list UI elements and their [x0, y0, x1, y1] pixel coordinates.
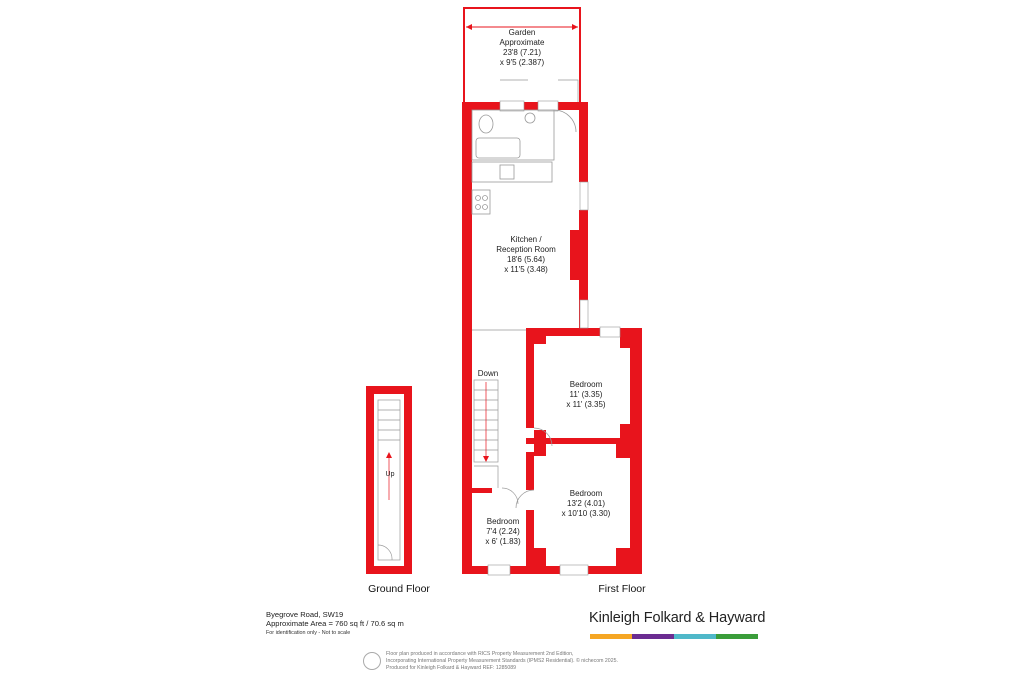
brand-color-bar [590, 634, 758, 639]
footer-line2: Incorporating International Property Measurement Standards (IPMS2 Residential). © nichecom 2025. [386, 658, 618, 664]
bedroom1-label [566, 380, 606, 409]
brand-name: Kinleigh Folkard & Hayward [589, 610, 766, 626]
stairs-down-label: Down [477, 369, 499, 378]
first-floor-stairs [474, 380, 498, 488]
property-info [266, 610, 404, 638]
ground-floor-stairs [378, 400, 400, 560]
kitchen-name: Kitchen / [510, 235, 542, 244]
kitchen-dim2: x 11'5 (3.48) [504, 265, 548, 274]
bedroom1-dim2: x 11' (3.35) [566, 400, 606, 409]
disclaimer: For identification only - Not to scale [266, 629, 351, 636]
bedroom1-dim1: 11' (3.35) [569, 390, 603, 399]
rics-logo-icon [363, 652, 381, 670]
kitchen-dim1: 18'6 (5.64) [507, 255, 545, 264]
first-floor-label: First Floor [598, 583, 646, 595]
bedroom2-label [562, 489, 611, 518]
brand-bar-purple [632, 634, 674, 639]
bedroom2-dim2: x 10'10 (3.30) [561, 509, 611, 518]
bedroom2-name: Bedroom [569, 489, 603, 498]
bedroom3-dim1: 7'4 (2.24) [486, 527, 520, 536]
bedroom3-name: Bedroom [486, 517, 520, 526]
address: Byegrove Road, SW19 [266, 610, 344, 619]
bedroom1-name: Bedroom [569, 380, 603, 389]
brand-bar-orange [590, 634, 632, 639]
ground-floor-label: Ground Floor [368, 583, 430, 595]
garden-dim2: x 9'5 (2.387) [499, 58, 545, 67]
stairs-up-label: Up [385, 471, 395, 478]
approximate-area: Approximate Area = 760 sq ft / 70.6 sq m [266, 619, 404, 629]
garden-dim1: 23'8 (7.21) [503, 48, 541, 57]
brand-bar-teal [674, 634, 716, 639]
kitchen-label [496, 235, 556, 274]
garden-name: Garden [508, 28, 536, 37]
footer-line1: Floor plan produced in accordance with RICS Property Measurement 2nd Edition, [386, 651, 574, 657]
footer-notes [386, 651, 618, 672]
bedroom3-label [485, 517, 521, 546]
bedroom3-dim2: x 6' (1.83) [485, 537, 521, 546]
garden-label [500, 28, 545, 67]
brand-bar-green [716, 634, 758, 639]
footer-line3: Produced for Kinleigh Folkard & Hayward REF: 1285089 [386, 665, 517, 671]
garden-subtitle: Approximate [499, 38, 545, 47]
bedroom2-dim1: 13'2 (4.01) [567, 499, 605, 508]
kitchen-subtitle: Reception Room [496, 245, 556, 254]
bathroom-fixtures [472, 110, 576, 160]
